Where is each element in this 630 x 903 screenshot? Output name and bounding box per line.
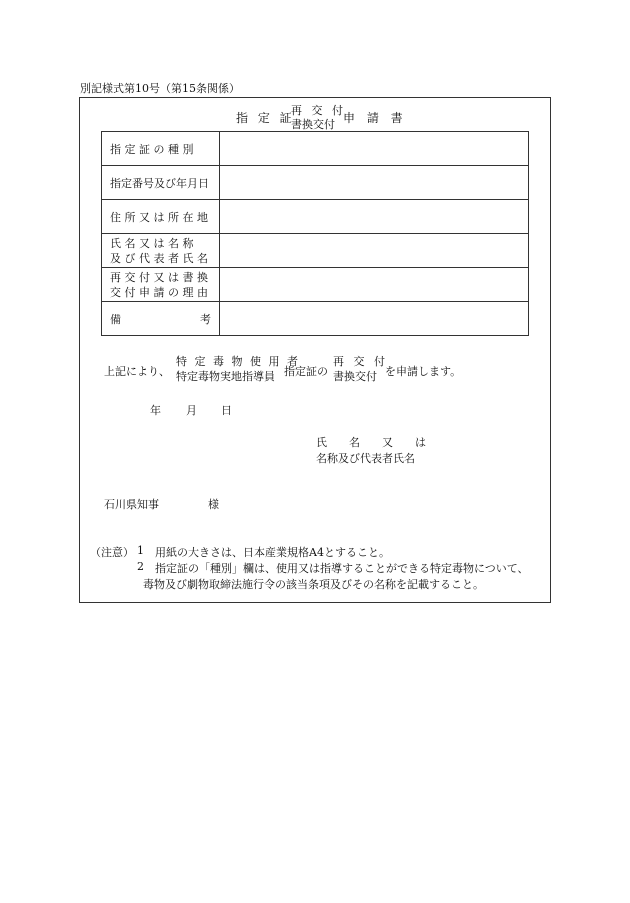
- request-option-user: 特 定 毒 物 使 用 者: [176, 355, 300, 368]
- note-2-number: 2: [137, 560, 144, 573]
- table-row: [102, 302, 529, 336]
- form-title: [0, 104, 630, 134]
- request-lead: 上記により、: [104, 365, 170, 378]
- row-label-reason-line2: 交 付 申 請 の 理 由: [110, 285, 208, 299]
- request-option-instructor: 特定毒物実地指導員: [176, 370, 275, 383]
- note-1-text: 用紙の大きさは、日本産業規格A4とすること。: [155, 546, 390, 559]
- request-option-rewrite: 書換交付: [333, 370, 377, 383]
- note-1-number: 1: [137, 544, 144, 557]
- signature-label-line2: 名称及び代表者氏名: [316, 452, 415, 465]
- form-number-label: 別記様式第10号（第15条関係）: [80, 82, 240, 95]
- request-statement: [0, 355, 630, 391]
- input-cell-type[interactable]: [220, 132, 529, 166]
- row-label-name-line2: 及 び 代 表 者 氏 名: [110, 251, 208, 265]
- row-label-number-date: 指定番号及び年月日: [102, 166, 220, 200]
- row-label-remarks-right: 考: [200, 312, 211, 326]
- date-day: 日: [221, 404, 232, 417]
- row-label-remarks-left: 備: [110, 312, 121, 326]
- table-row: [102, 234, 529, 268]
- row-label-address: 住 所 又 は 所 在 地: [102, 200, 220, 234]
- row-label-remarks: [102, 302, 220, 336]
- input-cell-remarks[interactable]: [220, 302, 529, 336]
- request-option-reissue: 再 交 付: [333, 355, 388, 368]
- notes-heading: （注意）: [90, 546, 134, 559]
- title-prefix: 指 定 証: [236, 111, 295, 125]
- table-row: [102, 268, 529, 302]
- row-label-name-line1: 氏 名 又 は 名 称: [110, 236, 194, 250]
- input-cell-address[interactable]: [220, 200, 529, 234]
- signature-label-line1: 氏 名 又 は: [316, 436, 426, 449]
- row-label-reason-line1: 再 交 付 又 は 書 換: [110, 270, 208, 284]
- row-label-type: 指 定 証 の 種 別: [102, 132, 220, 166]
- request-mid: 指定証の: [284, 365, 328, 378]
- note-2-text-line2: 毒物及び劇物取締法施行令の該当条項及びその名称を記載すること。: [143, 578, 484, 591]
- addressee-name: 石川県知事: [104, 498, 159, 511]
- date-year: 年: [150, 404, 161, 417]
- row-label-name: [102, 234, 220, 268]
- input-cell-name[interactable]: [220, 234, 529, 268]
- title-option-reissue: 再 交 付: [291, 104, 346, 117]
- application-table: [101, 131, 529, 336]
- table-row: [102, 200, 529, 234]
- date-month: 月: [186, 404, 197, 417]
- input-cell-reason[interactable]: [220, 268, 529, 302]
- note-2-text-line1: 指定証の「種別」欄は、使用又は指導することができる特定毒物について、: [155, 562, 529, 575]
- input-cell-number-date[interactable]: [220, 166, 529, 200]
- title-suffix: 申 請 書: [343, 111, 407, 125]
- request-tail: を申請します。: [385, 365, 462, 378]
- table-row: [102, 132, 529, 166]
- row-label-reason: [102, 268, 220, 302]
- table-row: [102, 166, 529, 200]
- title-option-rewrite: 書換交付: [291, 118, 335, 131]
- addressee-honorific: 様: [208, 498, 219, 511]
